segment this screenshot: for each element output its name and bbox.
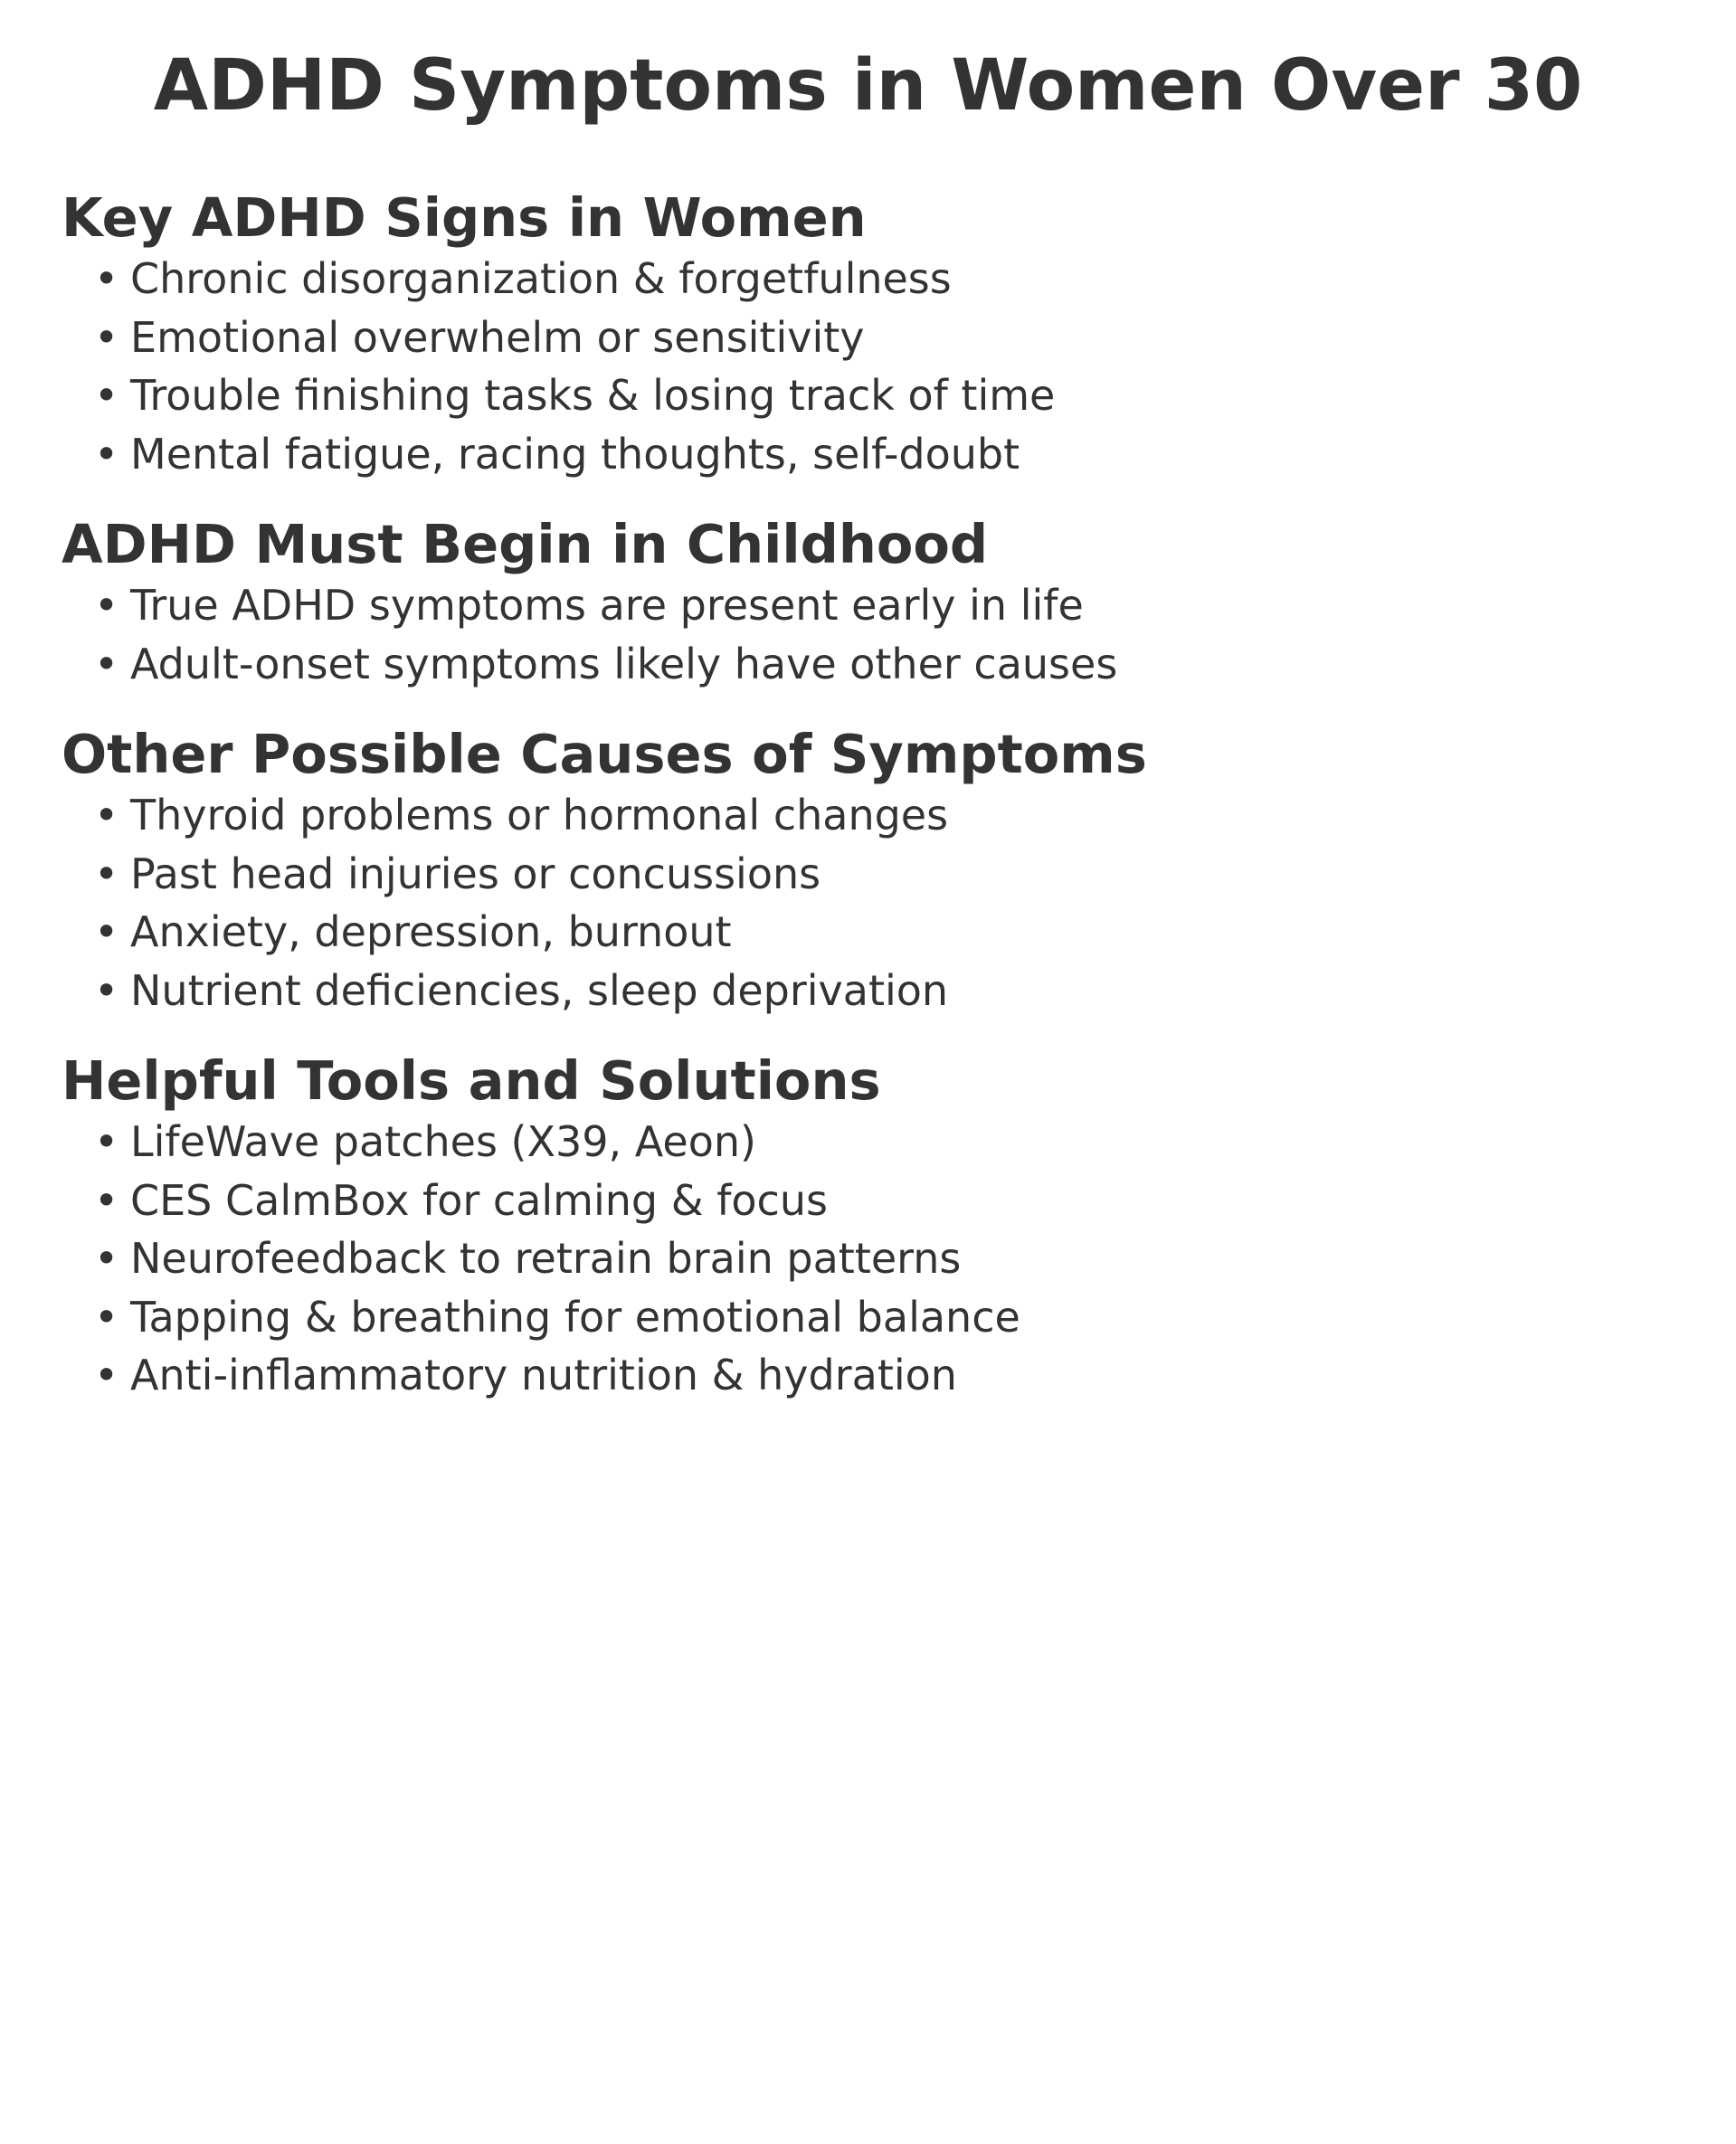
- list-item: • Thyroid problems or hormonal changes: [62, 786, 1690, 845]
- bullet-icon: •: [94, 1351, 119, 1399]
- bullet-list: [62, 1113, 1690, 1405]
- bullet-icon: •: [94, 581, 119, 630]
- list-item: • True ADHD symptoms are present early in life: [62, 576, 1690, 635]
- section-adhd-childhood: [62, 513, 1690, 693]
- bullet-icon: •: [94, 849, 119, 898]
- section-heading: Helpful Tools and Solutions: [62, 1049, 881, 1112]
- section-heading: Key ADHD Signs in Women: [62, 186, 867, 249]
- page-title: ADHD Symptoms in Women Over 30: [153, 45, 1583, 127]
- list-item: • Anti-inflammatory nutrition & hydration: [62, 1346, 1690, 1405]
- list-item: • Neurofeedback to retrain brain patterns: [62, 1229, 1690, 1288]
- list-item: • Anxiety, depression, burnout: [62, 903, 1690, 962]
- bullet-icon: •: [94, 371, 119, 420]
- bullet-icon: •: [94, 907, 119, 956]
- list-item: • Chronic disorganization & forgetfulness: [62, 250, 1690, 308]
- bullet-list: [62, 576, 1690, 693]
- bullet-list: [62, 786, 1690, 1020]
- list-item: • Nutrient deficiencies, sleep deprivation: [62, 962, 1690, 1020]
- list-item: • Tapping & breathing for emotional balance: [62, 1288, 1690, 1347]
- bullet-icon: •: [94, 791, 119, 840]
- bullet-icon: •: [94, 1117, 119, 1166]
- bullet-icon: •: [94, 639, 119, 688]
- list-item: • CES CalmBox for calming & focus: [62, 1172, 1690, 1230]
- list-item: • Emotional overwhelm or sensitivity: [62, 308, 1690, 367]
- bullet-icon: •: [94, 1175, 119, 1225]
- list-item: • Trouble finishing tasks & losing track of time: [62, 366, 1690, 425]
- list-item: • LifeWave patches (X39, Aeon): [62, 1113, 1690, 1172]
- bullet-icon: •: [94, 254, 119, 303]
- section-heading: ADHD Must Begin in Childhood: [62, 513, 989, 575]
- list-item: • Past head injuries or concussions: [62, 845, 1690, 904]
- section-other-causes: [62, 723, 1690, 1020]
- bullet-icon: •: [94, 1234, 119, 1283]
- list-item: • Adult-onset symptoms likely have other causes: [62, 635, 1690, 694]
- bullet-icon: •: [94, 429, 119, 479]
- bullet-icon: •: [94, 312, 119, 362]
- bullet-list: [62, 250, 1690, 483]
- bullet-icon: •: [94, 1292, 119, 1342]
- bullet-icon: •: [94, 965, 119, 1015]
- section-heading: Other Possible Causes of Symptoms: [62, 723, 1147, 785]
- list-item: • Mental fatigue, racing thoughts, self-doubt: [62, 425, 1690, 484]
- section-key-adhd-signs: [62, 186, 1690, 483]
- section-helpful-tools: [62, 1049, 1690, 1405]
